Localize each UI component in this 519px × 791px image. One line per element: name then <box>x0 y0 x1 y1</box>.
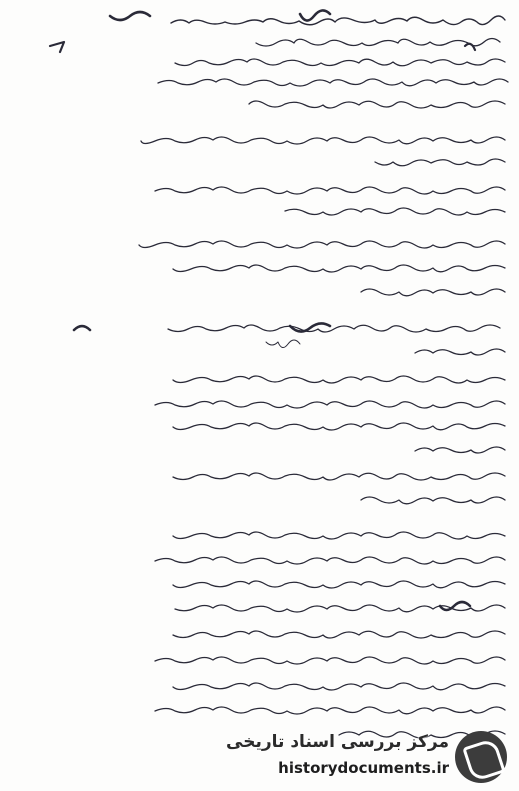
watermark-url: historydocuments.ir <box>278 759 449 777</box>
handwriting-row <box>361 289 505 296</box>
handwriting-row <box>155 707 505 714</box>
handwriting-row <box>175 59 505 66</box>
archive-watermark <box>226 729 513 785</box>
handwriting-row <box>173 631 505 638</box>
handwriting-row <box>375 159 505 166</box>
handwriting-row <box>50 39 500 53</box>
handwriting-row <box>173 376 505 383</box>
handwriting-row <box>361 497 505 504</box>
handwriting-row <box>74 323 500 332</box>
handwriting-row <box>173 423 505 430</box>
handwriting-row <box>285 208 505 215</box>
handwriting-row <box>266 340 505 355</box>
handwriting-row <box>158 79 508 86</box>
watermark-title: مرکز بررسی اسناد تاریخی <box>226 732 449 752</box>
handwriting-row <box>173 581 505 588</box>
handwriting-row <box>173 532 505 539</box>
handwriting-row <box>173 265 505 272</box>
handwriting-row <box>173 473 505 480</box>
handwriting-row <box>249 101 505 108</box>
handwriting-row <box>141 137 505 144</box>
handwriting-row <box>173 683 505 690</box>
handwriting-row <box>155 401 505 408</box>
handwriting-row <box>155 557 505 564</box>
handwriting-row <box>415 447 505 453</box>
handwriting-row <box>155 187 505 194</box>
archive-logo-icon <box>455 731 507 783</box>
handwriting-row <box>139 241 505 248</box>
handwriting-row <box>110 10 505 24</box>
handwriting-row <box>175 602 505 612</box>
handwriting-row <box>155 657 505 664</box>
